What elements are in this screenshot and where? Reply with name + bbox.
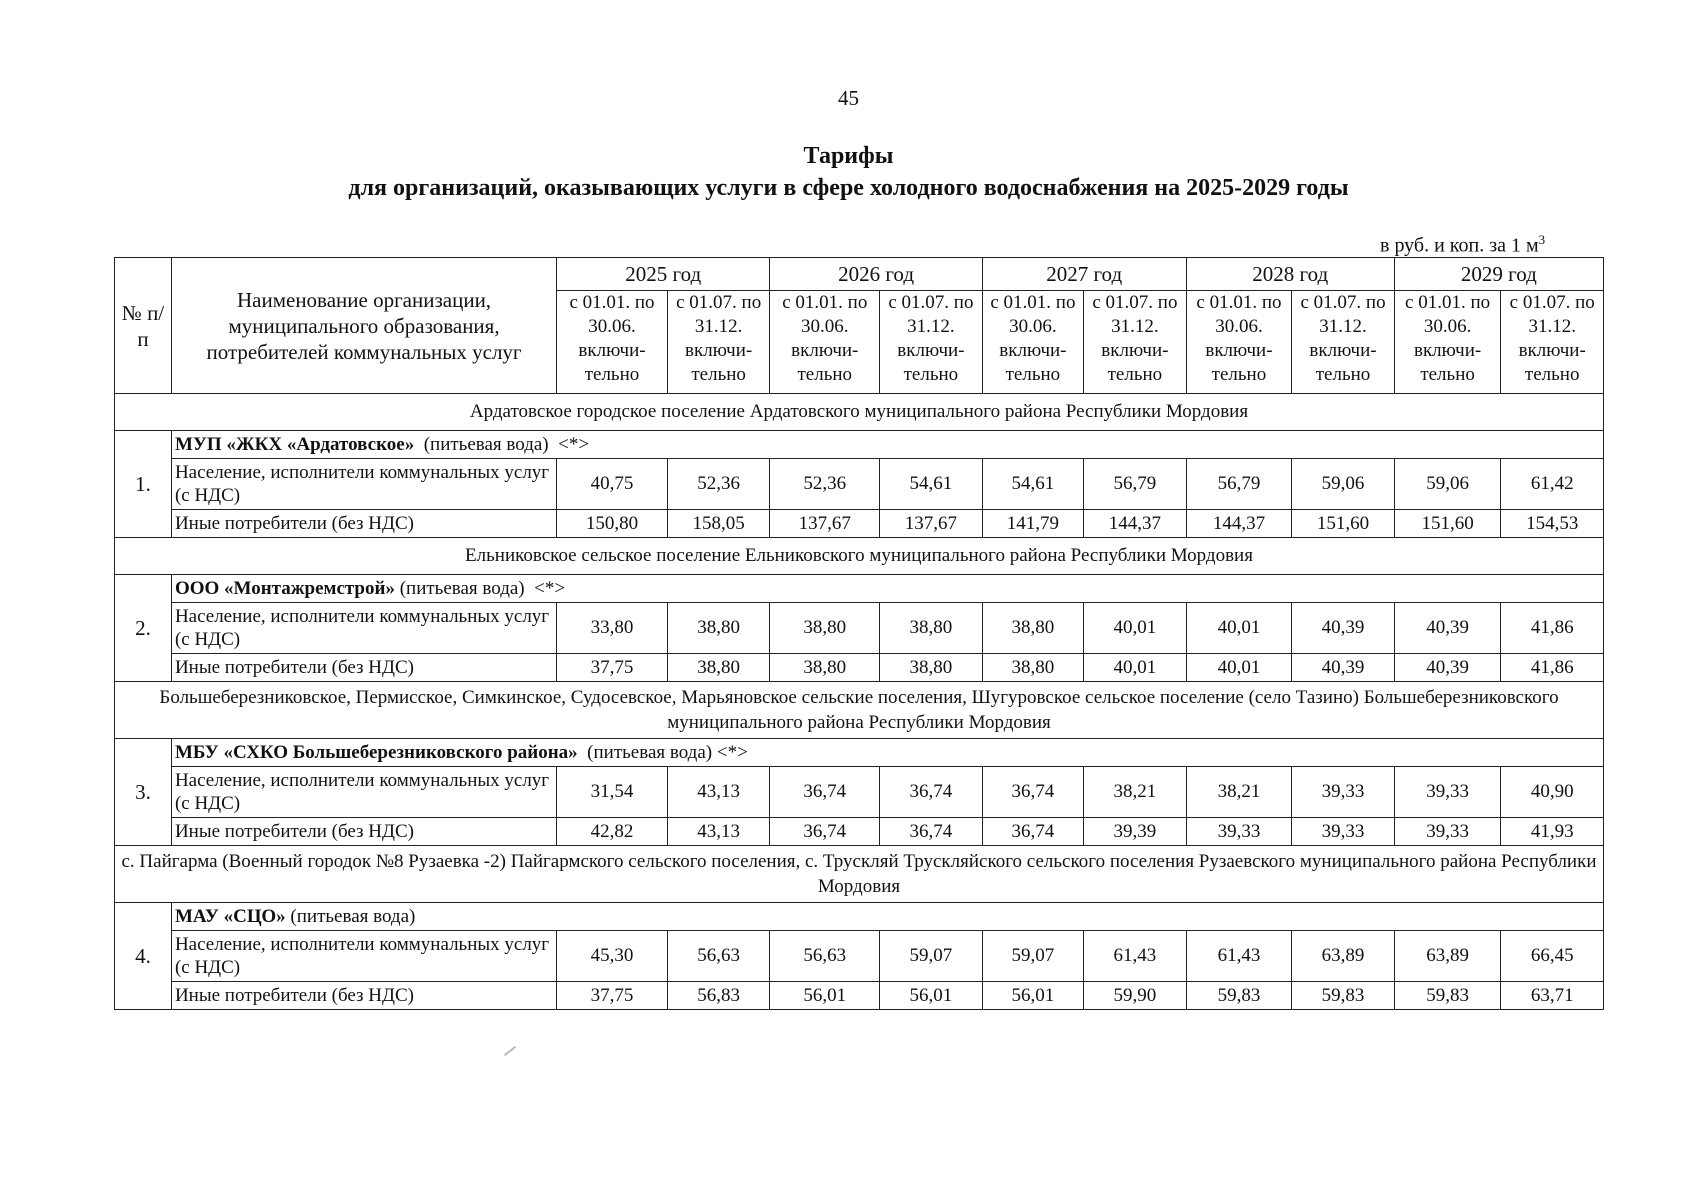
tariff-value: 38,80 [982,654,1083,682]
consumer-category: Иные потребители (без НДС) [171,818,556,846]
consumer-category: Население, исполнители коммунальных услуг (с НДС) [171,931,556,982]
header-year: 2029 год [1394,258,1603,291]
header-name: Наименование организации, муниципального образования, потребителей коммунальных услуг [171,258,556,394]
tariff-value: 38,80 [880,654,983,682]
tariff-value: 52,36 [770,459,880,510]
tariff-row [115,931,1604,982]
tariff-value: 61,43 [1084,931,1187,982]
tariff-value: 144,37 [1186,510,1292,538]
region-row [115,682,1604,739]
organization-title: МУП «ЖКХ «Ардатовское» [174,433,415,455]
consumer-category: Иные потребители (без НДС) [171,654,556,682]
organization-title: МБУ «СХКО Большеберезниковского района» [174,741,578,763]
tariff-value: 41,86 [1501,603,1604,654]
tariff-value: 39,33 [1394,767,1501,818]
title-line-1: Тарифы [803,143,894,169]
tariff-value: 59,07 [880,931,983,982]
tariff-value: 56,01 [880,982,983,1010]
tariff-value: 40,01 [1084,654,1187,682]
tariff-value: 56,63 [770,931,880,982]
tariff-value: 56,83 [667,982,770,1010]
tariff-value: 38,80 [770,603,880,654]
tariff-value: 33,80 [557,603,668,654]
tariff-value: 56,79 [1186,459,1292,510]
header-period: с 01.07. по 31.12. включи-тельно [1292,291,1395,394]
organization-title: МАУ «СЦО» [174,905,286,927]
organization-name [171,431,1603,459]
consumer-category: Население, исполнители коммунальных услуг (с НДС) [171,459,556,510]
region-row [115,394,1604,431]
tariff-value: 36,74 [770,767,880,818]
consumer-category: Население, исполнители коммунальных услуг (с НДС) [171,603,556,654]
tariff-value: 59,83 [1292,982,1395,1010]
tariff-value: 39,33 [1394,818,1501,846]
header-period: с 01.07. по 31.12. включи-тельно [667,291,770,394]
tariff-value: 40,39 [1292,654,1395,682]
header-period: с 01.01. по 30.06. включи-тельно [557,291,668,394]
tariff-value: 59,83 [1394,982,1501,1010]
organization-row [115,903,1604,931]
tariff-value: 63,89 [1292,931,1395,982]
tariff-value: 39,33 [1292,818,1395,846]
row-number: 2. [115,575,172,682]
tariff-value: 45,30 [557,931,668,982]
tariff-value: 137,67 [770,510,880,538]
tariff-value: 56,01 [770,982,880,1010]
header-period: с 01.07. по 31.12. включи-тельно [1501,291,1604,394]
tariff-value: 43,13 [667,818,770,846]
region-name: Ельниковское сельское поселение Ельниковского муниципального района Республики Мордовия [115,538,1604,575]
header-year: 2026 год [770,258,982,291]
tariff-value: 37,75 [557,982,668,1010]
organization-title: ООО «Монтажремстрой» [174,577,395,599]
tariff-row [115,818,1604,846]
tariff-value: 39,33 [1292,767,1395,818]
tariff-value: 151,60 [1292,510,1395,538]
tariff-value: 61,43 [1186,931,1292,982]
header-period: с 01.01. по 30.06. включи-тельно [1186,291,1292,394]
header-period: с 01.01. по 30.06. включи-тельно [1394,291,1501,394]
page-number: 45 [838,86,859,110]
tariff-value: 43,13 [667,767,770,818]
tariff-value: 41,86 [1501,654,1604,682]
tariff-value: 40,39 [1394,603,1501,654]
header-period: с 01.01. по 30.06. включи-тельно [982,291,1083,394]
tariff-value: 40,39 [1292,603,1395,654]
consumer-category: Население, исполнители коммунальных услуг (с НДС) [171,767,556,818]
tariff-value: 154,53 [1501,510,1604,538]
tariff-value: 54,61 [982,459,1083,510]
tariff-value: 144,37 [1084,510,1187,538]
tariff-value: 59,90 [1084,982,1187,1010]
tariff-value: 40,39 [1394,654,1501,682]
tariff-value: 36,74 [982,818,1083,846]
tariff-value: 38,21 [1186,767,1292,818]
header-num: № п/п [115,258,172,394]
tariff-value: 40,01 [1186,603,1292,654]
tariff-value: 52,36 [667,459,770,510]
tariff-value: 56,01 [982,982,1083,1010]
tariff-value: 61,42 [1501,459,1604,510]
tariff-value: 59,83 [1186,982,1292,1010]
tariff-value: 38,80 [982,603,1083,654]
tariff-value: 36,74 [880,818,983,846]
tariff-value: 40,01 [1186,654,1292,682]
tariff-value: 40,75 [557,459,668,510]
tariff-value: 42,82 [557,818,668,846]
organization-note: (питьевая вода) [285,905,416,927]
organization-note: (питьевая вода) <*> [394,577,566,599]
tariff-row [115,982,1604,1010]
row-number: 3. [115,739,172,846]
header-year: 2027 год [982,258,1186,291]
header-period: с 01.07. по 31.12. включи-тельно [880,291,983,394]
row-number: 4. [115,903,172,1010]
tariff-value: 54,61 [880,459,983,510]
tariff-value: 37,75 [557,654,668,682]
tariff-value: 150,80 [557,510,668,538]
tariff-value: 141,79 [982,510,1083,538]
tariff-row [115,767,1604,818]
region-row [115,538,1604,575]
consumer-category: Иные потребители (без НДС) [171,510,556,538]
tariff-value: 36,74 [982,767,1083,818]
unit-superscript: 3 [1538,232,1546,247]
table-body [115,394,1604,1010]
header-year: 2025 год [557,258,770,291]
tariff-value: 59,06 [1394,459,1501,510]
organization-row [115,575,1604,603]
tariff-value: 59,06 [1292,459,1395,510]
organization-row [115,431,1604,459]
tariff-value: 41,93 [1501,818,1604,846]
unit-text: в руб. и коп. за 1 м [1380,234,1539,257]
organization-name [171,903,1603,931]
tariff-value: 38,80 [667,654,770,682]
header-period: с 01.07. по 31.12. включи-тельно [1084,291,1187,394]
tariff-value: 63,71 [1501,982,1604,1010]
document-title [0,140,1697,204]
tariff-value: 39,33 [1186,818,1292,846]
header-period: с 01.01. по 30.06. включи-тельно [770,291,880,394]
tariff-row [115,603,1604,654]
header-year: 2028 год [1186,258,1394,291]
organization-name [171,739,1603,767]
region-name: с. Пайгарма (Военный городок №8 Рузаевка -2) Пайгармского сельского поселения, с. Трускляй Трускляйского сельского поселения Рузаевского муниципального района Республики Мордовия [115,846,1604,903]
region-name: Ардатовское городское поселение Ардатовского муниципального района Республики Мордовия [115,394,1604,431]
tariff-value: 31,54 [557,767,668,818]
tariff-value: 56,79 [1084,459,1187,510]
tariff-value: 38,80 [667,603,770,654]
tariff-value: 38,80 [770,654,880,682]
header-row-years [115,258,1604,291]
tariff-value: 158,05 [667,510,770,538]
title-line-2: для организаций, оказывающих услуги в сфере холодного водоснабжения на 2025-2029 годы [348,175,1349,201]
tariff-value: 151,60 [1394,510,1501,538]
tariff-value: 56,63 [667,931,770,982]
tariff-value: 38,21 [1084,767,1187,818]
tariff-value: 63,89 [1394,931,1501,982]
region-row [115,846,1604,903]
scan-mark [504,1046,516,1056]
tariffs-table [114,257,1604,1010]
tariff-value: 137,67 [880,510,983,538]
tariff-value: 38,80 [880,603,983,654]
tariff-value: 66,45 [1501,931,1604,982]
tariff-value: 59,07 [982,931,1083,982]
tariff-row [115,459,1604,510]
table-header [115,258,1604,394]
tariff-row [115,510,1604,538]
tariff-row [115,654,1604,682]
consumer-category: Иные потребители (без НДС) [171,982,556,1010]
organization-note: (питьевая вода) <*> [414,433,590,455]
organization-note: (питьевая вода) <*> [577,741,748,763]
row-number: 1. [115,431,172,538]
unit-label [1380,232,1545,258]
organization-name [171,575,1603,603]
organization-row [115,739,1604,767]
tariff-value: 39,39 [1084,818,1187,846]
tariff-value: 40,90 [1501,767,1604,818]
tariff-value: 36,74 [880,767,983,818]
tariff-value: 40,01 [1084,603,1187,654]
region-name: Большеберезниковское, Пермисское, Симкинское, Судосевское, Марьяновское сельские поселения, Шугуровское сельское поселение (село Тазино) Большеберезниковского муниципального района Республики Мордовия [115,682,1604,739]
tariff-value: 36,74 [770,818,880,846]
